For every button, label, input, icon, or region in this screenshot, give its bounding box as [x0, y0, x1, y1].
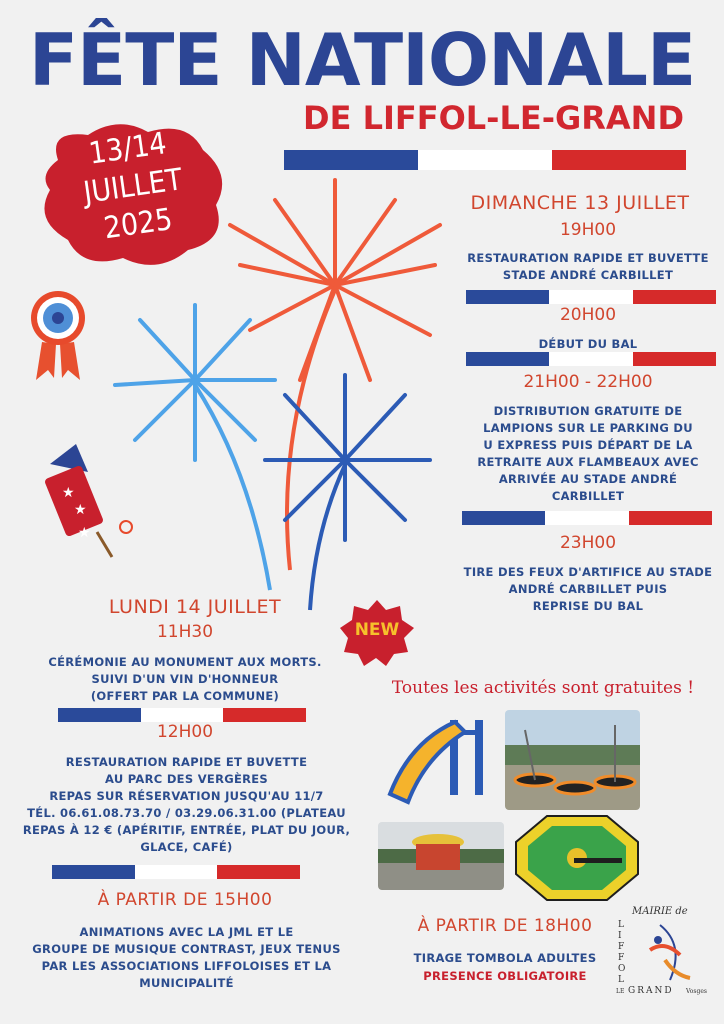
flag-divider: [52, 865, 300, 879]
monday-desc-1: [20, 654, 350, 705]
sunday-heading: DIMANCHE 13 JUILLET: [470, 192, 690, 214]
desc-line: RETRAITE AUX FLAMBEAUX AVEC: [477, 455, 699, 469]
flag-divider: [58, 708, 306, 722]
new-badge: NEW: [354, 620, 400, 640]
desc-line: PAR LES ASSOCIATIONS LIFFOLOISES ET LA: [41, 959, 332, 973]
monday-desc-2: [14, 754, 359, 856]
desc-line: CÉRÉMONIE AU MONUMENT AUX MORTS.: [48, 655, 322, 669]
mairie-logo: [614, 906, 720, 1016]
logo-bottom-text: GRAND: [628, 986, 674, 996]
desc-line: REPAS SUR RÉSERVATION JUSQU'AU 11/7: [49, 789, 324, 803]
evening-line-1: TIRAGE TOMBOLA ADULTES: [413, 951, 597, 965]
desc-line: DISTRIBUTION GRATUITE DE: [493, 404, 683, 418]
sunday-desc-1: [450, 250, 724, 284]
date-line-3: 2025: [101, 202, 175, 247]
flag-divider-top: [284, 150, 686, 170]
svg-text:★: ★: [62, 485, 75, 501]
monday-time-1: 11H30: [156, 622, 214, 642]
desc-line: TIRE DES FEUX D'ARTIFICE AU STADE: [463, 565, 713, 579]
flag-divider: [462, 511, 712, 525]
trampoline-photo: [505, 710, 640, 810]
logo-top-text: MAIRIE de: [632, 906, 688, 917]
sunday-desc-2: [450, 336, 724, 353]
sunday-time-1: 19H00: [559, 220, 617, 240]
desc-line: REPRISE DU BAL: [532, 599, 644, 613]
svg-text:★: ★: [74, 502, 87, 518]
desc-line: AU PARC DES VERGÈRES: [104, 772, 269, 786]
carousel-photo: [378, 822, 504, 890]
monday-time-2: 12H00: [156, 722, 214, 742]
desc-line: GLACE, CAFÉ): [140, 840, 233, 854]
flag-divider: [466, 352, 716, 366]
desc-line: (OFFERT PAR LA COMMUNE): [90, 689, 280, 703]
page-subtitle: DE LIFFOL-LE-GRAND: [303, 99, 684, 137]
date-line-1: 13/14: [86, 126, 169, 172]
desc-line: U EXPRESS PUIS DÉPART DE LA: [483, 438, 693, 452]
desc-line: RESTAURATION RAPIDE ET BUVETTE: [467, 251, 709, 265]
logo-le-text: LE: [616, 988, 625, 995]
sunday-time-4: 23H00: [559, 533, 617, 553]
fireworks-illustration: [100, 170, 470, 620]
desc-line: ANIMATIONS AVEC LA JML ET LE: [79, 925, 294, 939]
date-line-2: JUILLET: [81, 162, 185, 211]
desc-line: MUNICIPALITÉ: [139, 976, 234, 990]
evening-time: À PARTIR DE 18H00: [417, 916, 593, 936]
sunday-desc-4: [450, 564, 724, 615]
logo-region-text: Vosges: [686, 988, 707, 995]
desc-line: REPAS À 12 € (APÉRITIF, ENTRÉE, PLAT DU JOUR,: [22, 823, 351, 837]
free-activities-note: Toutes les activités sont gratuites !: [391, 678, 695, 698]
desc-line: TÉL. 06.61.08.73.70 / 03.29.06.31.00 (PLATEAU: [27, 806, 346, 820]
slide-icon: [380, 712, 490, 810]
desc-line: RESTAURATION RAPIDE ET BUVETTE: [65, 755, 308, 769]
svg-text:★: ★: [78, 525, 91, 541]
flag-divider: [466, 290, 716, 304]
logo-vertical-text: LIFFOL: [618, 920, 626, 985]
desc-line: SUIVI D'UN VIN D'HONNEUR: [91, 672, 279, 686]
sunday-desc-3: [450, 403, 724, 505]
rosette-icon: [28, 290, 88, 382]
desc-line: STADE ANDRÉ CARBILLET: [502, 268, 674, 282]
bouncy-ring-photo: [512, 812, 642, 904]
monday-time-3: À PARTIR DE 15H00: [97, 890, 273, 910]
desc-line: GROUPE DE MUSIQUE CONTRAST, JEUX TENUS: [32, 942, 341, 956]
sunday-time-2: 20H00: [559, 305, 617, 325]
desc-line: CARBILLET: [551, 489, 625, 503]
desc-line: DÉBUT DU BAL: [538, 337, 638, 351]
monday-desc-3: [14, 924, 359, 992]
desc-line: ARRIVÉE AU STADE ANDRÉ: [498, 472, 678, 486]
page-title: FÊTE NATIONALE: [28, 18, 696, 102]
desc-line: LAMPIONS SUR LE PARKING DU: [483, 421, 693, 435]
evening-line-2: PRESENCE OBLIGATOIRE: [423, 969, 587, 983]
sunday-time-3: 21H00 - 22H00: [523, 372, 653, 392]
monday-heading: LUNDI 14 JUILLET: [108, 596, 282, 618]
desc-line: ANDRÉ CARBILLET PUIS: [508, 582, 668, 596]
